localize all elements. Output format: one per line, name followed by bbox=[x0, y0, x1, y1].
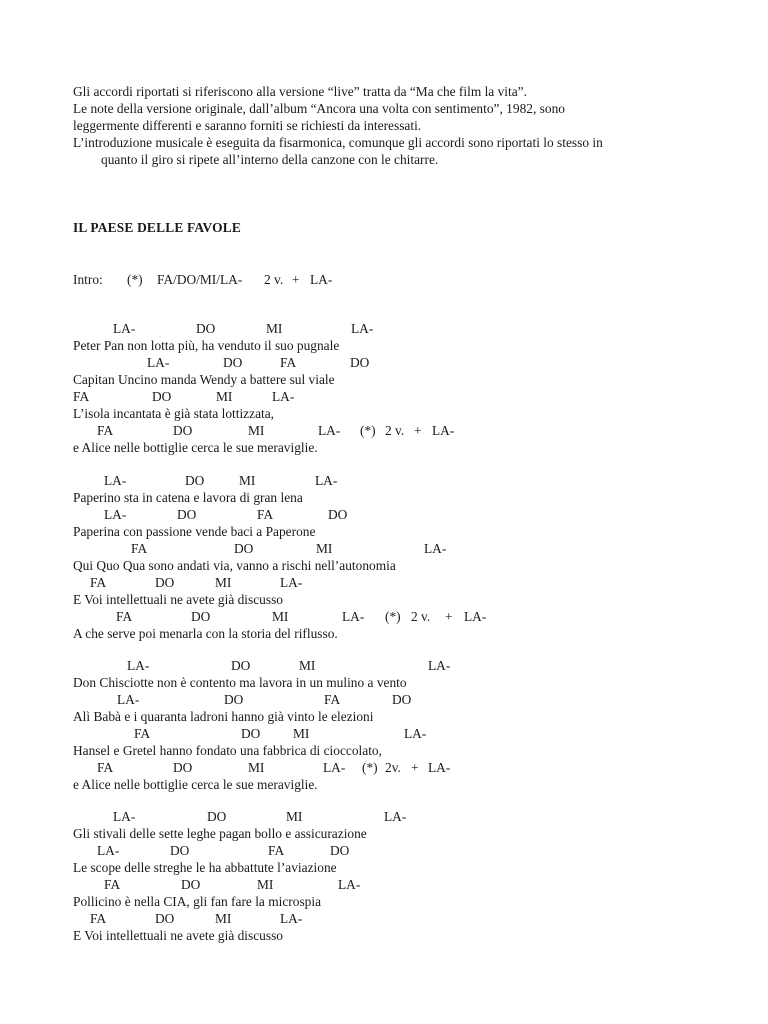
lyric-line: A che serve poi menarla con la storia del riflusso. bbox=[73, 626, 338, 641]
chord: LA- bbox=[315, 473, 338, 488]
chord: (*) bbox=[360, 423, 376, 438]
chord: FA bbox=[257, 507, 274, 522]
chord: DO bbox=[234, 541, 254, 556]
chord: FA bbox=[134, 726, 151, 741]
chord: FA bbox=[73, 389, 90, 404]
intro-note-line: quanto il giro si ripete all’interno della canzone con le chitarre. bbox=[101, 152, 439, 167]
lyric-line: Hansel e Gretel hanno fondato una fabbrica di cioccolato, bbox=[73, 743, 382, 758]
chord: (*) bbox=[385, 609, 401, 624]
chord: DO bbox=[330, 843, 350, 858]
chord: DO bbox=[224, 692, 244, 707]
chord: (*) bbox=[362, 760, 378, 775]
chord: LA- bbox=[272, 389, 295, 404]
lyric-line: Qui Quo Qua sono andati via, vanno a rischi nell’autonomia bbox=[73, 558, 396, 573]
chord: LA- bbox=[113, 809, 136, 824]
chord: DO bbox=[350, 355, 370, 370]
chord: LA- bbox=[127, 658, 150, 673]
lyric-line: Peter Pan non lotta più, ha venduto il suo pugnale bbox=[73, 338, 340, 353]
lyric-line: Alì Babà e i quaranta ladroni hanno già vinto le elezioni bbox=[73, 709, 374, 724]
lyric-line: Paperina con passione vende baci a Paperone bbox=[73, 524, 316, 539]
chord: FA bbox=[90, 575, 107, 590]
chord: DO bbox=[181, 877, 201, 892]
chord: LA- bbox=[310, 272, 333, 287]
chord: MI bbox=[248, 423, 265, 438]
lyric-line: Capitan Uncino manda Wendy a battere sul viale bbox=[73, 372, 335, 387]
chord: DO bbox=[223, 355, 243, 370]
chord: LA- bbox=[351, 321, 374, 336]
song-title: IL PAESE DELLE FAVOLE bbox=[73, 220, 242, 235]
chord: MI bbox=[266, 321, 283, 336]
chord: LA- bbox=[464, 609, 487, 624]
chord: LA- bbox=[113, 321, 136, 336]
chord: MI bbox=[299, 658, 316, 673]
chord: 2 v. bbox=[264, 272, 284, 287]
chord: FA bbox=[97, 423, 114, 438]
chord: FA bbox=[90, 911, 107, 926]
chord: LA- bbox=[424, 541, 447, 556]
chord: DO bbox=[152, 389, 172, 404]
chord: FA bbox=[280, 355, 297, 370]
chord: LA- bbox=[342, 609, 365, 624]
chord: DO bbox=[173, 423, 193, 438]
chord: FA bbox=[97, 760, 114, 775]
chord: (*) bbox=[127, 272, 143, 287]
chord: LA- bbox=[384, 809, 407, 824]
lyric-line: e Alice nelle bottiglie cerca le sue meraviglie. bbox=[73, 440, 318, 455]
chord: FA bbox=[104, 877, 121, 892]
chord: + bbox=[292, 272, 300, 287]
chord: MI bbox=[286, 809, 303, 824]
intro-note bbox=[73, 83, 713, 168]
chord: LA- bbox=[404, 726, 427, 741]
chord: 2 v. bbox=[385, 423, 405, 438]
chord: LA- bbox=[104, 507, 127, 522]
chord: 2v. bbox=[385, 760, 401, 775]
chord: + bbox=[414, 423, 422, 438]
lyric-line: E Voi intellettuali ne avete già discusso bbox=[73, 592, 283, 607]
chord: MI bbox=[257, 877, 274, 892]
lyric-line: L’isola incantata è già stata lottizzata, bbox=[73, 406, 275, 421]
chord: LA- bbox=[428, 760, 451, 775]
chord: FA bbox=[131, 541, 148, 556]
chord: DO bbox=[185, 473, 205, 488]
chord: DO bbox=[241, 726, 261, 741]
chord: DO bbox=[177, 507, 197, 522]
chord: DO bbox=[155, 911, 175, 926]
chord: LA- bbox=[97, 843, 120, 858]
chord: LA- bbox=[104, 473, 127, 488]
intro-label: Intro: bbox=[73, 272, 103, 287]
lyric-line: Paperino sta in catena e lavora di gran lena bbox=[73, 490, 303, 505]
chord: 2 v. bbox=[411, 609, 431, 624]
chord: MI bbox=[293, 726, 310, 741]
chord: MI bbox=[215, 575, 232, 590]
chord: MI bbox=[316, 541, 333, 556]
chord: + bbox=[445, 609, 453, 624]
chord: DO bbox=[231, 658, 251, 673]
chord: FA bbox=[324, 692, 341, 707]
chord: LA- bbox=[280, 575, 303, 590]
chord: DO bbox=[170, 843, 190, 858]
chord: FA bbox=[268, 843, 285, 858]
chord: LA- bbox=[428, 658, 451, 673]
chord: LA- bbox=[117, 692, 140, 707]
lyric-line: Gli stivali delle sette leghe pagan bollo e assicurazione bbox=[73, 826, 367, 841]
chord: LA- bbox=[432, 423, 455, 438]
chord: MI bbox=[248, 760, 265, 775]
chord: LA- bbox=[280, 911, 303, 926]
chord: DO bbox=[328, 507, 348, 522]
lyric-line: Don Chisciotte non è contento ma lavora in un mulino a vento bbox=[73, 675, 407, 690]
chord: DO bbox=[191, 609, 211, 624]
lyric-line: e Alice nelle bottiglie cerca le sue meraviglie. bbox=[73, 777, 318, 792]
chord: + bbox=[411, 760, 419, 775]
lyric-line: E Voi intellettuali ne avete già discusso bbox=[73, 928, 283, 943]
chord: LA- bbox=[323, 760, 346, 775]
lyric-line: Le scope delle streghe le ha abbattute l’aviazione bbox=[73, 860, 337, 875]
intro-note-line: Le note della versione originale, dall’album “Ancora una volta con sentimento”, 1982, sono bbox=[73, 101, 565, 116]
chord: LA- bbox=[318, 423, 341, 438]
chord: DO bbox=[155, 575, 175, 590]
chord: LA- bbox=[147, 355, 170, 370]
chord: DO bbox=[173, 760, 193, 775]
chord: FA bbox=[116, 609, 133, 624]
chord: MI bbox=[272, 609, 289, 624]
chord: MI bbox=[215, 911, 232, 926]
chord: FA/DO/MI/LA- bbox=[157, 272, 243, 287]
lyric-line: Pollicino è nella CIA, gli fan fare la microspia bbox=[73, 894, 322, 909]
intro-note-line: leggermente differenti e saranno forniti se richiesti da interessati. bbox=[73, 118, 422, 133]
chord: DO bbox=[392, 692, 412, 707]
chord: DO bbox=[196, 321, 216, 336]
chord: MI bbox=[239, 473, 256, 488]
chord: DO bbox=[207, 809, 227, 824]
chord: LA- bbox=[338, 877, 361, 892]
intro-note-line: Gli accordi riportati si riferiscono alla versione “live” tratta da “Ma che film la vita”. bbox=[73, 84, 527, 99]
chord: MI bbox=[216, 389, 233, 404]
intro-note-line: L’introduzione musicale è eseguita da fisarmonica, comunque gli accordi sono riportati lo stesso in bbox=[73, 135, 603, 150]
